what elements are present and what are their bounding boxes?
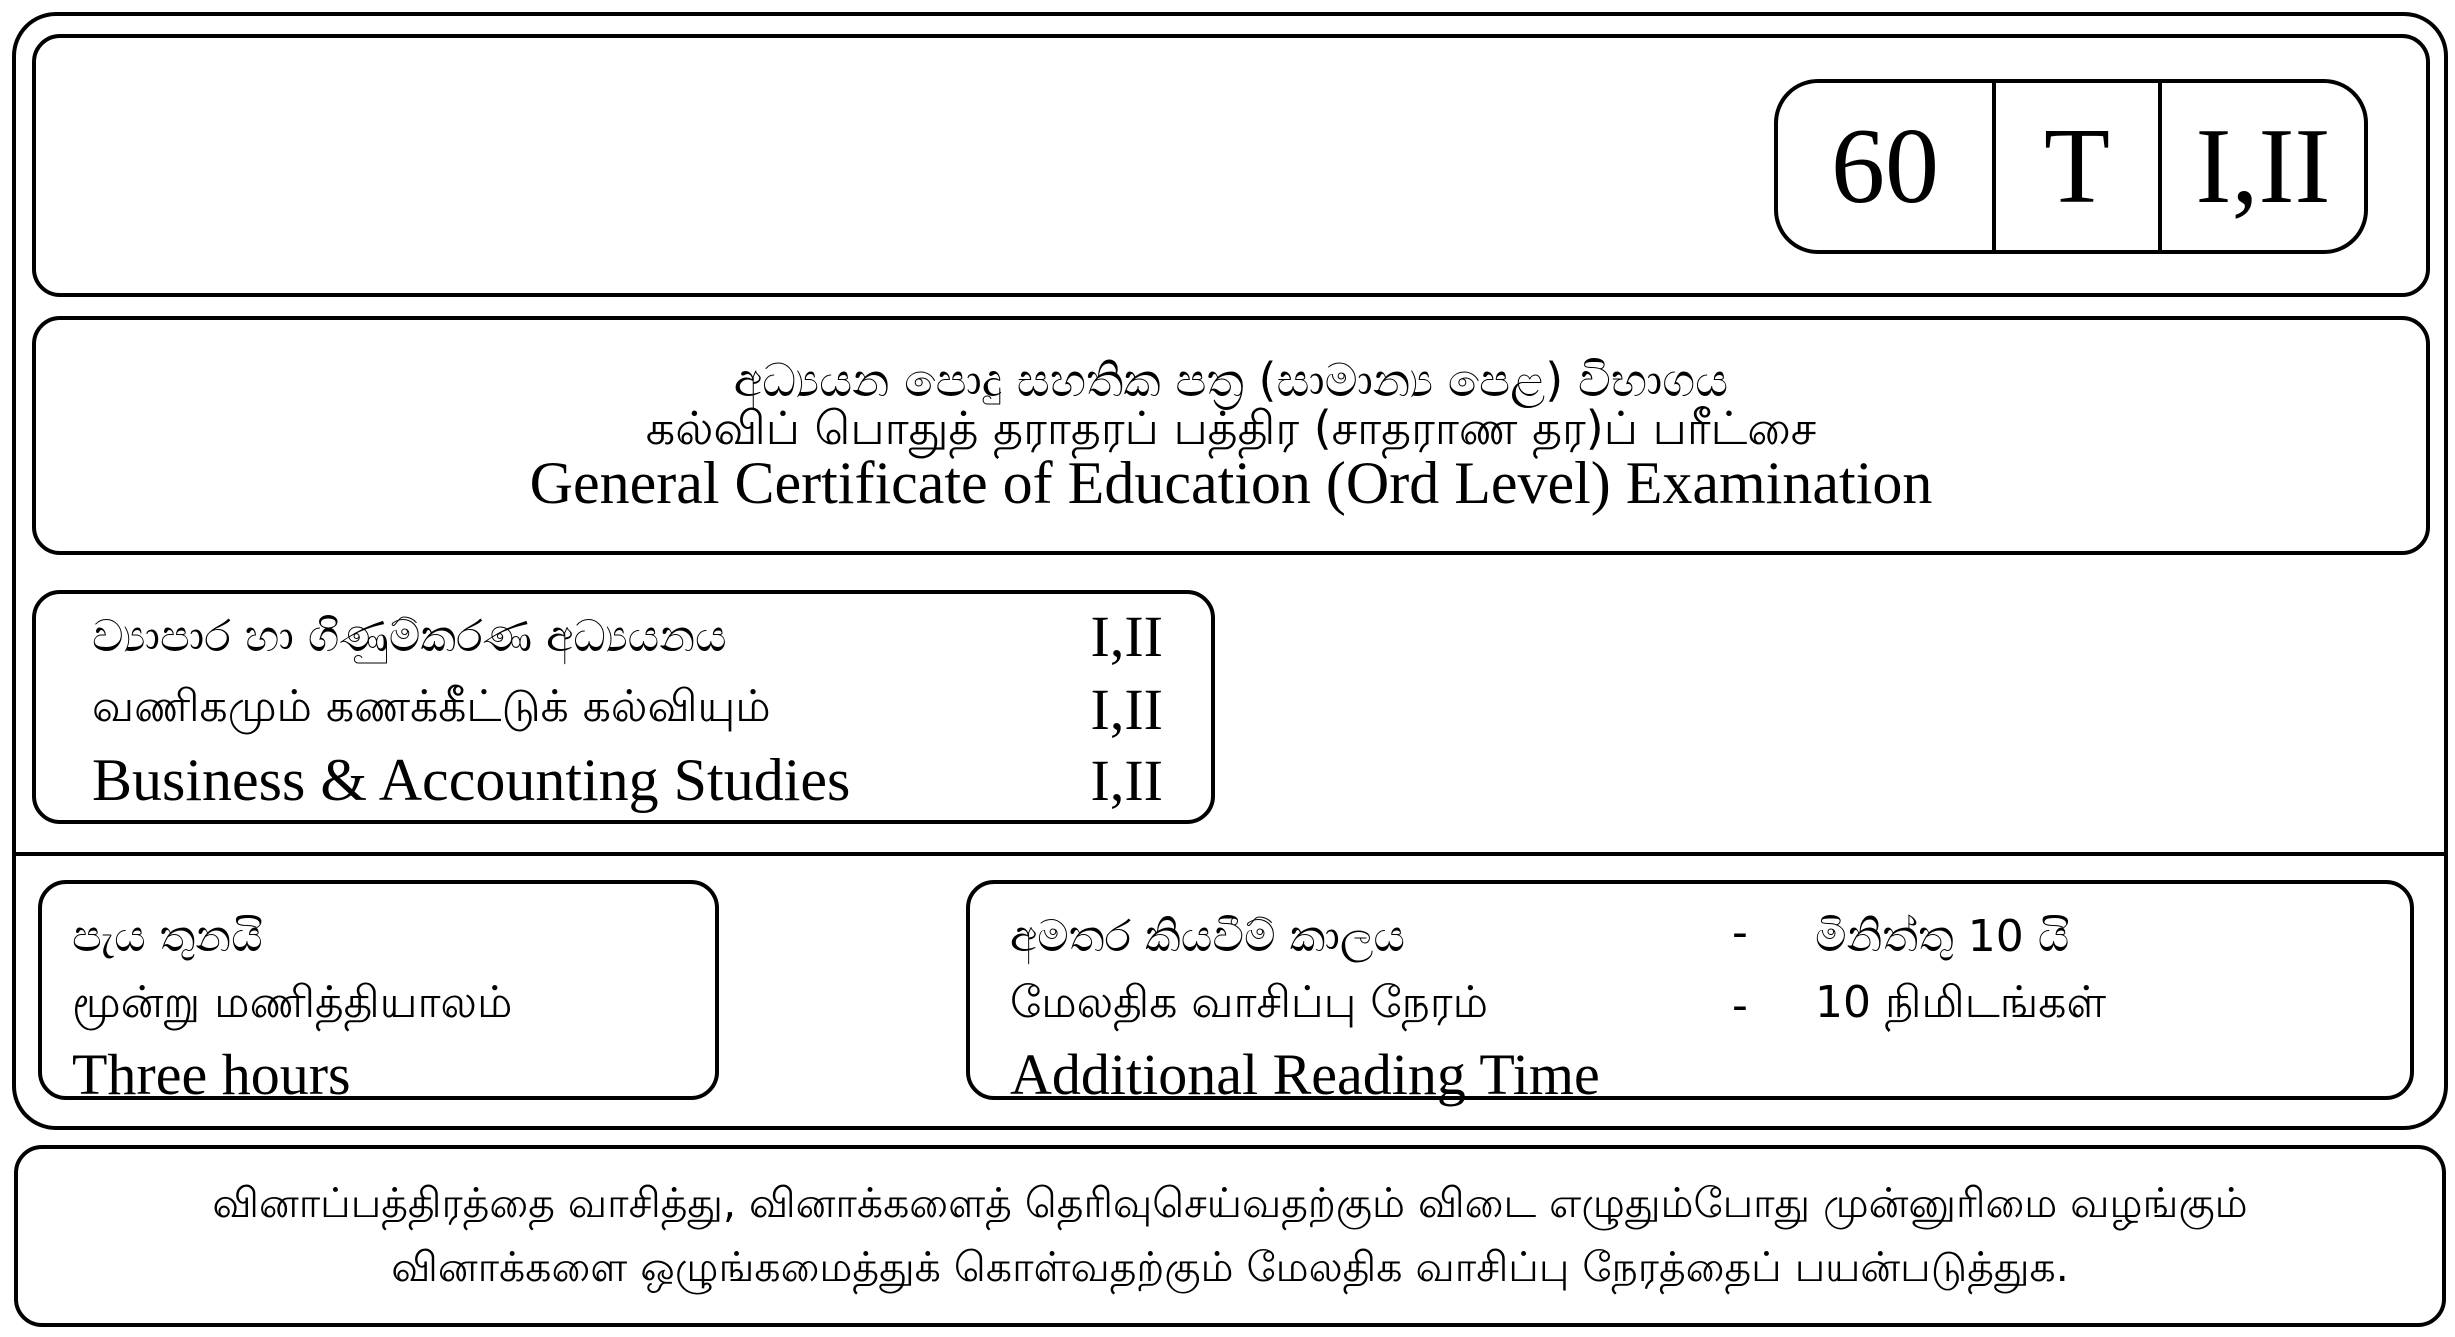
subject-part-english: I,II [1090,747,1163,813]
exam-title-english: General Certificate of Education (Ord Level) Examination [529,450,1933,517]
paper-code-number: 60 [1831,106,1939,226]
duration-english: Three hours [72,1041,351,1107]
subject-row-sinhala [92,604,1163,668]
instruction-panel [14,1145,2446,1327]
duration-sinhala: පැය තුනයි [72,910,263,962]
exam-title-panel [32,316,2430,555]
section-divider [14,852,2446,856]
reading-time-label-sinhala: අමතර කියවීම් කාලය [1010,910,1406,962]
paper-code-box [1774,79,2368,254]
exam-title-sinhala: අධ්‍යයන පොදු සහතික පත්‍ර (සාමාන්‍ය පෙළ) විභාගය [733,352,1729,407]
subject-row-tamil [92,677,1163,741]
instruction-line-2: வினாக்களை ஒழுங்கமைத்துக் கொள்வதற்கும் மேலதிக வாசிப்பு நேரத்தைப் பயன்படுத்துக. [391,1243,2069,1291]
subject-name-tamil: வணிகமும் கணக்கீட்டுக் கல்வியும் [92,680,771,732]
reading-time-panel [966,880,2414,1107]
reading-time-label-tamil: மேலதிக வாசிப்பு நேரம் [1010,976,1488,1028]
subject-part-tamil: I,II [1090,676,1163,742]
exam-title-tamil: கல்விப் பொதுத் தராதரப் பத்திர (சாதராண தர)ப் பரீட்சை [645,401,1817,455]
subject-part-sinhala: I,II [1090,603,1163,669]
duration-panel [38,880,719,1107]
subject-name-english: Business & Accounting Studies [92,746,851,813]
reading-time-value-sinhala: මිනිත්තු 10 යි [1815,910,2070,962]
reading-time-value-tamil: 10 நிமிடங்கள் [1815,976,2107,1028]
subject-name-sinhala: ව්‍යාපාර හා ගිණුම්කරණ අධ්‍යයනය [92,610,727,662]
reading-time-separator: - [1732,906,1748,958]
paper-code-medium: T [1992,83,2158,250]
reading-time-separator: - [1732,979,1748,1031]
paper-code-parts: I,II [2158,83,2364,250]
subject-row-english [92,748,1163,812]
instruction-line-1: வினாப்பத்திரத்தை வாசித்து, வினாக்களைத் தெரிவுசெய்வதற்கும் விடை எழுதும்போது முன்னுரிமை வழங்கும் [212,1179,2248,1228]
reading-time-label-english: Additional Reading Time [1010,1041,1600,1107]
duration-tamil: மூன்று மணித்தியாலம் [72,976,513,1028]
subject-panel [32,590,1215,824]
